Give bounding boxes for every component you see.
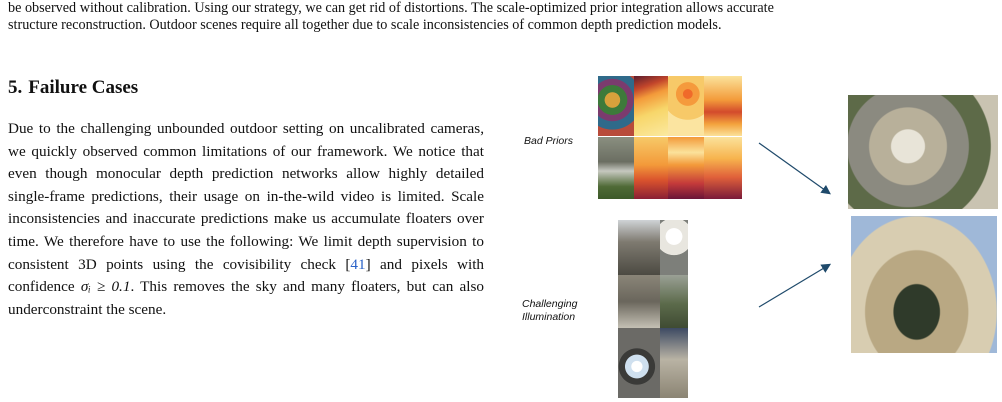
citation-link[interactable]: 41 <box>350 255 366 273</box>
body-text-2: ] and pixels with confidence <box>8 255 485 296</box>
confidence-formula: σᵢ ≥ 0.1 <box>80 278 131 296</box>
section-number: 5. <box>8 77 23 98</box>
label-bad-priors: Bad Priors <box>524 135 574 147</box>
label-challenging: Challenging <box>522 298 578 310</box>
top-paragraph-line-1: be observed without calibration. Using our strategy, we can get rid of distortions. The scale-optimized prior integration allows accurate <box>8 0 774 16</box>
section-title: Failure Cases <box>28 77 139 98</box>
body-text-1: Due to the challenging unbounded outdoor setting on uncalibrated cameras, we quickly observed common limitations of our framework. We notice that even though monocular depth prediction networks allow highly detailed single-frame predictions, their usage on in-the-wild video is limited. Scale inconsistencies and inaccurate predictions make us accumulate floaters over time. We therefore have to use the following: We limit depth supervision to consistent 3D points using the covisibility check [ <box>8 120 484 273</box>
label-illumination: Illumination <box>522 311 576 323</box>
arrow-challenging <box>759 265 829 307</box>
arrow-bad-priors <box>759 143 829 193</box>
top-paragraph-line-2: structure reconstruction. Outdoor scenes require all together due to scale inconsistencies of common depth prediction models. <box>8 17 722 33</box>
body-text-3: . This removes the sky and many floaters, but can also underconstraint the scene. <box>8 278 484 318</box>
